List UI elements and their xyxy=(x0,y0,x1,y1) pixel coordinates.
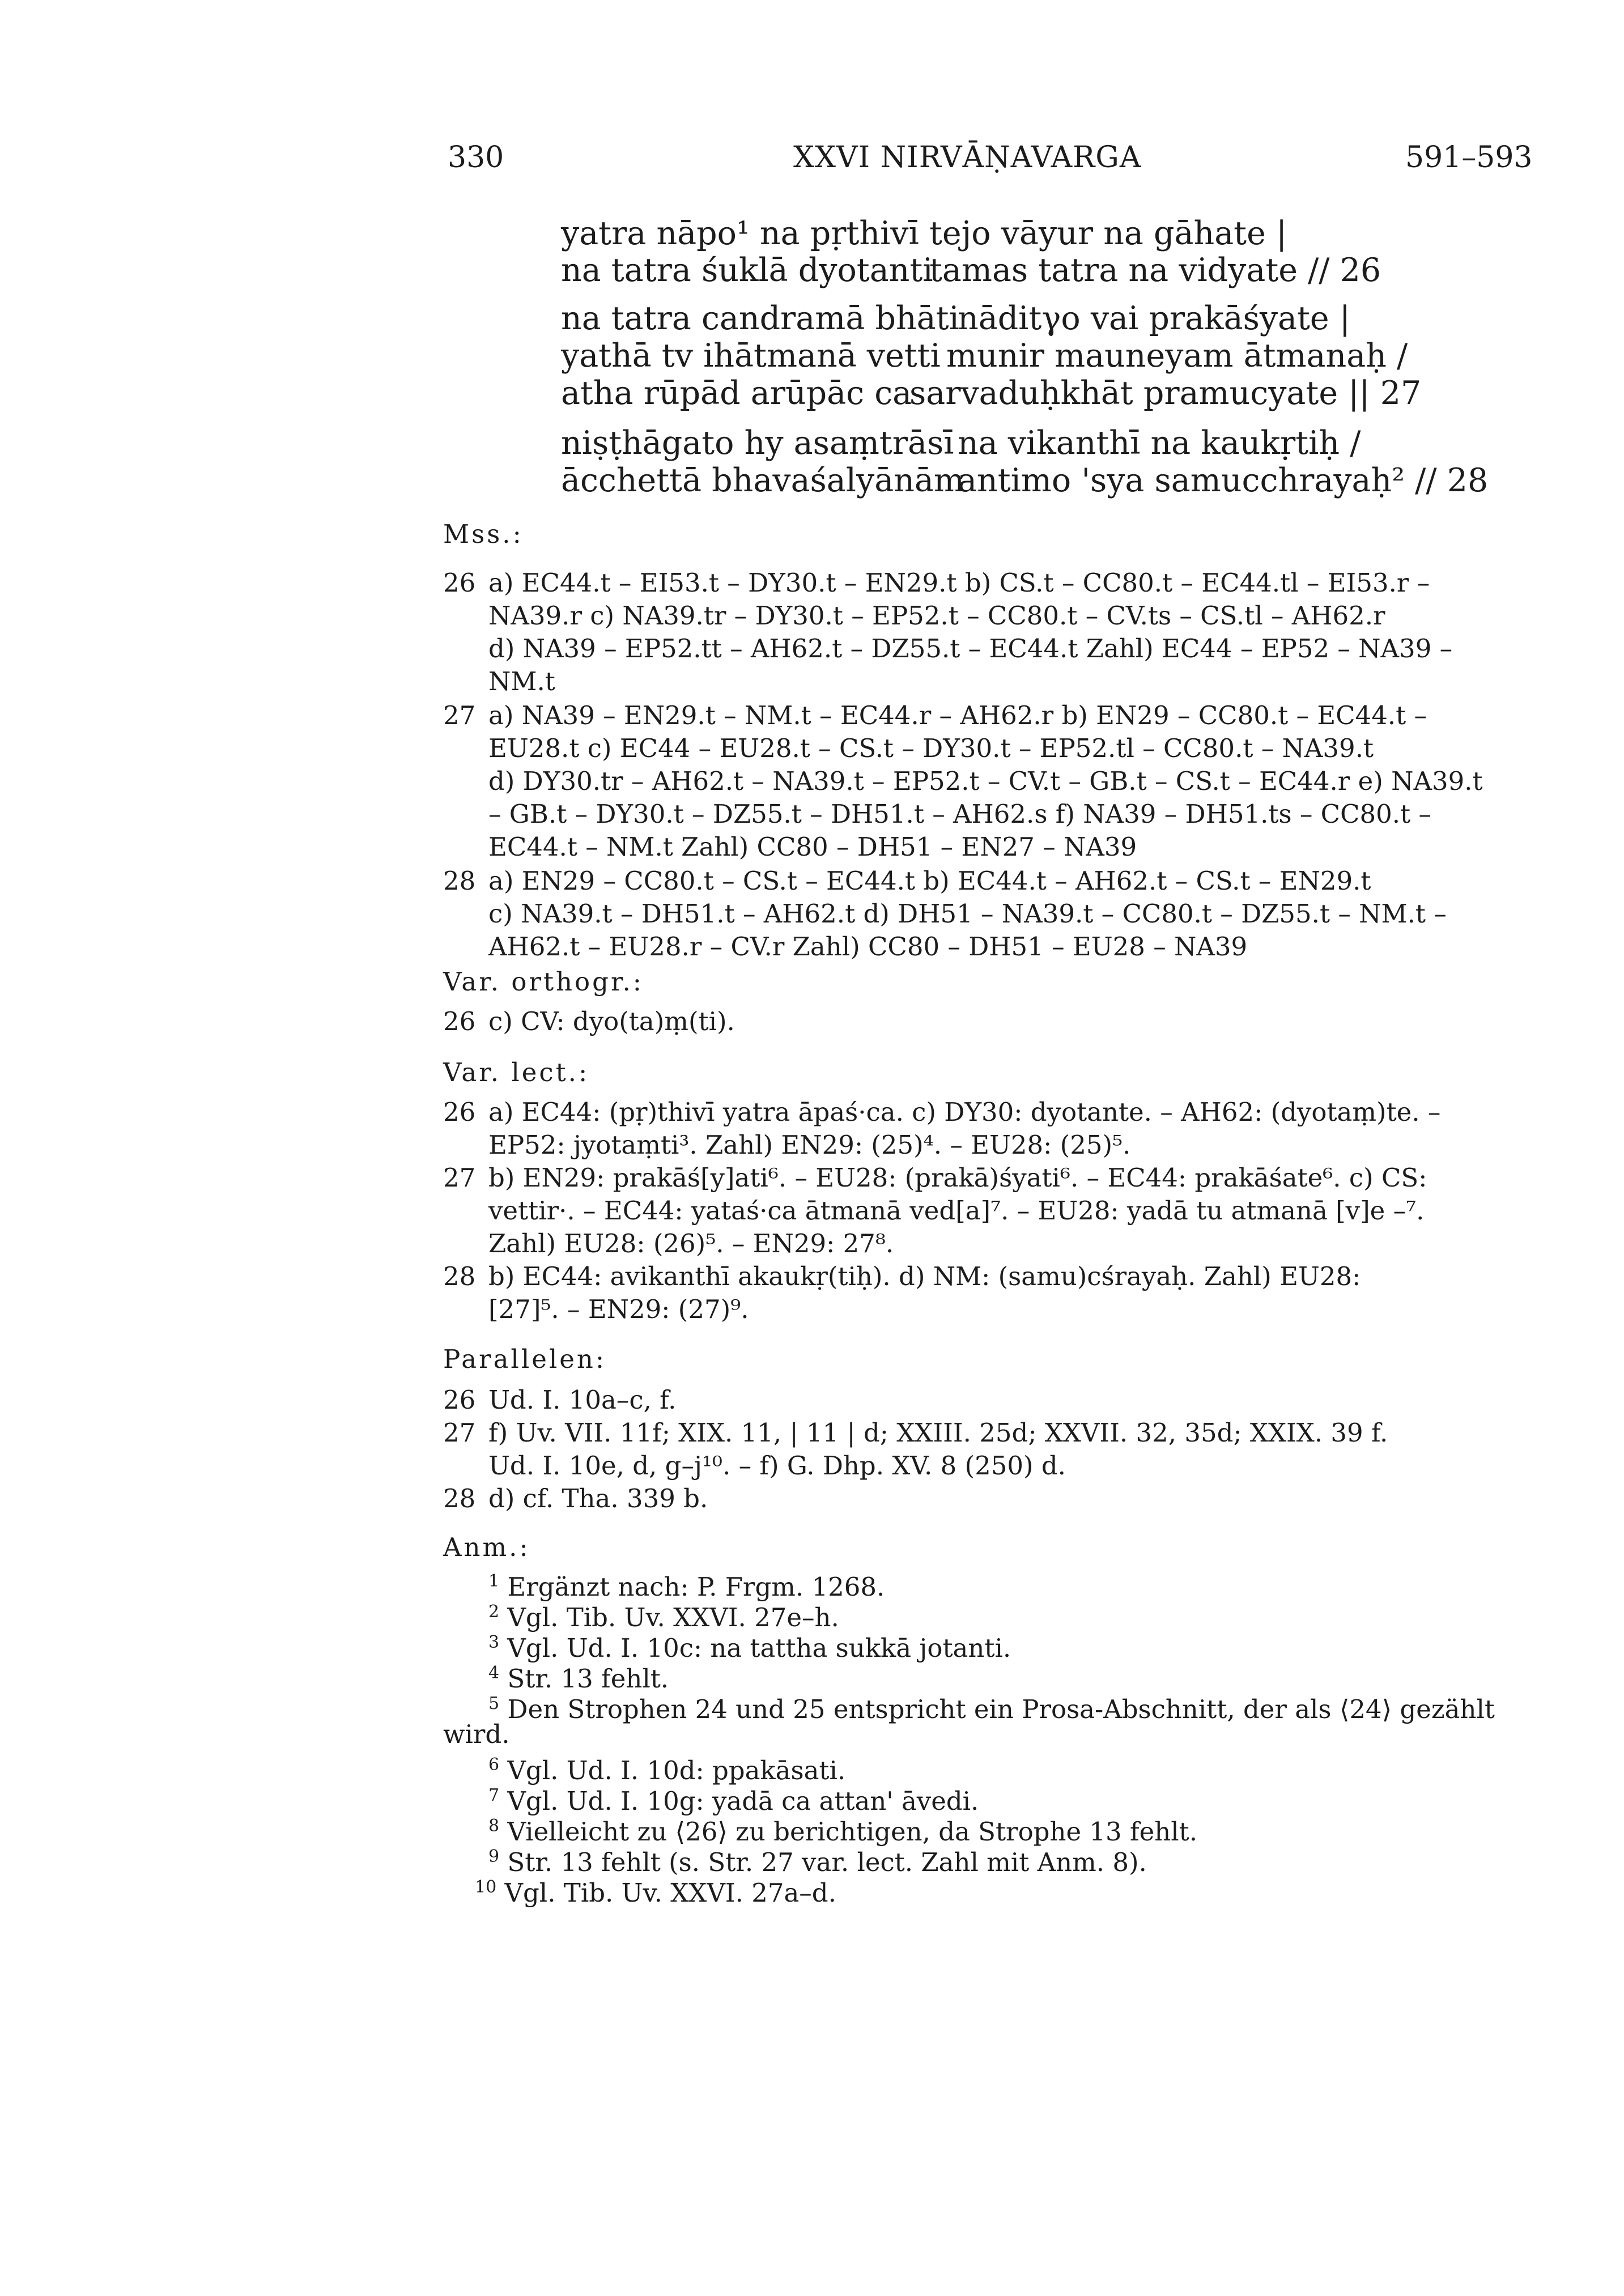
footnote-1: $^1$ Ergänzt nach: P. Frgm. 1268. xyxy=(488,1571,885,1602)
anm-heading: Anm.: xyxy=(443,1532,530,1562)
mss-line: NA39.r c) NA39.tr – DY30.t – EP52.t – CC80.t – CV.ts – CS.tl – AH62.r xyxy=(488,601,1385,631)
footnote-9: $^9$ Str. 13 fehlt (s. Str. 27 var. lect. Zahl mit Anm. 8). xyxy=(488,1847,1147,1877)
var-lect-line: vettir·. – EC44: yataś·ca ātmanā ved[a]⁷. – EU28: yadā tu atmanā [v]e –⁷. xyxy=(488,1196,1425,1226)
entry-number: 27 xyxy=(443,1163,476,1193)
mss-line: NM.t xyxy=(488,666,555,696)
parallelen-line: Ud. I. 10a–c, f. xyxy=(488,1385,677,1415)
verse-line-right: nāditγo vai prakāśyate | xyxy=(958,300,1350,337)
footnote-4: $^4$ Str. 13 fehlt. xyxy=(488,1663,669,1694)
verse-line-left: yathā tv ihātmanā vetti xyxy=(561,337,941,375)
mss-line: EC44.t – NM.t Zahl) CC80 – DH51 – EN27 – NA39 xyxy=(488,832,1137,862)
var-orthogr-line: c) CV: dyo(ta)ṃ(ti). xyxy=(488,1006,735,1036)
verse-line-right: antimo 'sya samucchrayaḥ² // 28 xyxy=(958,462,1489,499)
footnote-10: $^{10}$ Vgl. Tib. Uv. XXVI. 27a–d. xyxy=(475,1877,836,1908)
verse-line-left: ācchettā bhavaśalyānām xyxy=(561,462,964,499)
mss-line: a) EC44.t – EI53.t – DY30.t – EN29.t b) CS.t – CC80.t – EC44.tl – EI53.r – xyxy=(488,568,1430,598)
verse-line-right: munir mauneyam ātmanaḥ / xyxy=(946,337,1408,375)
entry-number: 27 xyxy=(443,700,476,730)
var-lect-line: Zahl) EU28: (26)⁵. – EN29: 27⁸. xyxy=(488,1228,894,1258)
entry-number: 28 xyxy=(443,1261,476,1291)
footnote-2: $^2$ Vgl. Tib. Uv. XXVI. 27e–h. xyxy=(488,1602,839,1632)
mss-line: a) NA39 – EN29.t – NM.t – EC44.r – AH62.r b) EN29 – CC80.t – EC44.t – xyxy=(488,700,1427,730)
parallelen-heading: Parallelen: xyxy=(443,1344,607,1374)
var-lect-line: b) EN29: prakāś[y]ati⁶. – EU28: (prakā)śyati⁶. – EC44: prakāśate⁶. c) CS: xyxy=(488,1163,1427,1193)
running-title: XXVI NIRVĀṆAVARGA xyxy=(793,141,1142,175)
entry-number: 26 xyxy=(443,1385,476,1415)
entry-number: 28 xyxy=(443,866,476,896)
mss-line: EU28.t c) EC44 – EU28.t – CS.t – DY30.t – EP52.tl – CC80.t – NA39.t xyxy=(488,733,1374,763)
footnote-6: $^6$ Vgl. Ud. I. 10d: ppakāsati. xyxy=(488,1755,846,1785)
parallelen-line: d) cf. Tha. 339 b. xyxy=(488,1483,708,1513)
verse-line-right: na vikanthī na kaukṛtiḥ / xyxy=(958,424,1361,462)
var-orthogr-heading: Var. orthogr.: xyxy=(443,967,644,997)
verse-line-left: yatra nāpo¹ na pṛthivī xyxy=(561,215,919,252)
footnote-3: $^3$ Vgl. Ud. I. 10c: na tattha sukkā jotanti. xyxy=(488,1632,1011,1663)
verse-line-left: atha rūpād arūpāc ca xyxy=(561,375,912,412)
mss-line: AH62.t – EU28.r – CV.r Zahl) CC80 – DH51 – EU28 – NA39 xyxy=(488,932,1248,962)
mss-line: a) EN29 – CC80.t – CS.t – EC44.t b) EC44.t – AH62.t – CS.t – EN29.t xyxy=(488,866,1371,896)
footnote-5: $^5$ Den Strophen 24 und 25 entspricht ein Prosa-Abschnitt, der als ⟨24⟩ gezählt xyxy=(488,1694,1495,1724)
parallelen-line: Ud. I. 10e, d, g–j¹⁰. – f) G. Dhp. XV. 8 (250) d. xyxy=(488,1451,1066,1481)
entry-number: 26 xyxy=(443,1097,476,1127)
footnote-7: $^7$ Vgl. Ud. I. 10g: yadā ca attan' āvedi. xyxy=(488,1785,979,1816)
entry-number: 28 xyxy=(443,1483,476,1513)
mss-line: d) NA39 – EP52.tt – AH62.t – DZ55.t – EC44.t Zahl) EC44 – EP52 – NA39 – xyxy=(488,633,1453,664)
entry-number: 27 xyxy=(443,1418,476,1448)
parallelen-line: f) Uv. VII. 11f; XIX. 11, | 11 | d; XXIII. 25d; XXVII. 32, 35d; XXIX. 39 f. xyxy=(488,1418,1388,1448)
verse-line-right: tamas tatra na vidyate // 26 xyxy=(929,252,1381,289)
mss-heading: Mss.: xyxy=(443,519,524,549)
entry-number: 26 xyxy=(443,1006,476,1036)
var-lect-line: a) EC44: (pṛ)thivī yatra āpaś·ca. c) DY30: dyotante. – AH62: (dyotaṃ)te. – xyxy=(488,1097,1441,1127)
page-number: 330 xyxy=(448,141,504,175)
verse-line-right: sarvaduḥkhāt pramucyate || 27 xyxy=(909,375,1422,412)
footnote-8: $^8$ Vielleicht zu ⟨26⟩ zu berichtigen, da Strophe 13 fehlt. xyxy=(488,1816,1197,1847)
verse-range: 591–593 xyxy=(1405,141,1533,175)
mss-line: c) NA39.t – DH51.t – AH62.t d) DH51 – NA39.t – CC80.t – DZ55.t – NM.t – xyxy=(488,899,1447,929)
var-lect-heading: Var. lect.: xyxy=(443,1057,590,1087)
mss-line: – GB.t – DY30.t – DZ55.t – DH51.t – AH62.s f) NA39 – DH51.ts – CC80.t – xyxy=(488,799,1431,829)
verse-line-right: tejo vāyur na gāhate | xyxy=(929,215,1287,252)
verse-line-left: niṣṭhāgato hy asaṃtrāsī xyxy=(561,424,954,462)
entry-number: 26 xyxy=(443,568,476,598)
verse-line-left: na tatra śuklā dyotanti xyxy=(561,252,933,289)
var-lect-line: b) EC44: avikanthī akaukṛ(tiḥ). d) NM: (samu)cśrayaḥ. Zahl) EU28: xyxy=(488,1261,1361,1291)
var-lect-line: EP52: jyotaṃti³. Zahl) EN29: (25)⁴. – EU28: (25)⁵. xyxy=(488,1130,1131,1160)
var-lect-line: [27]⁵. – EN29: (27)⁹. xyxy=(488,1294,749,1324)
footnote-5-continuation: wird. xyxy=(443,1719,510,1749)
verse-line-left: na tatra candramā bhāti xyxy=(561,300,959,337)
mss-line: d) DY30.tr – AH62.t – NA39.t – EP52.t – CV.t – GB.t – CS.t – EC44.r e) NA39.t xyxy=(488,766,1483,796)
